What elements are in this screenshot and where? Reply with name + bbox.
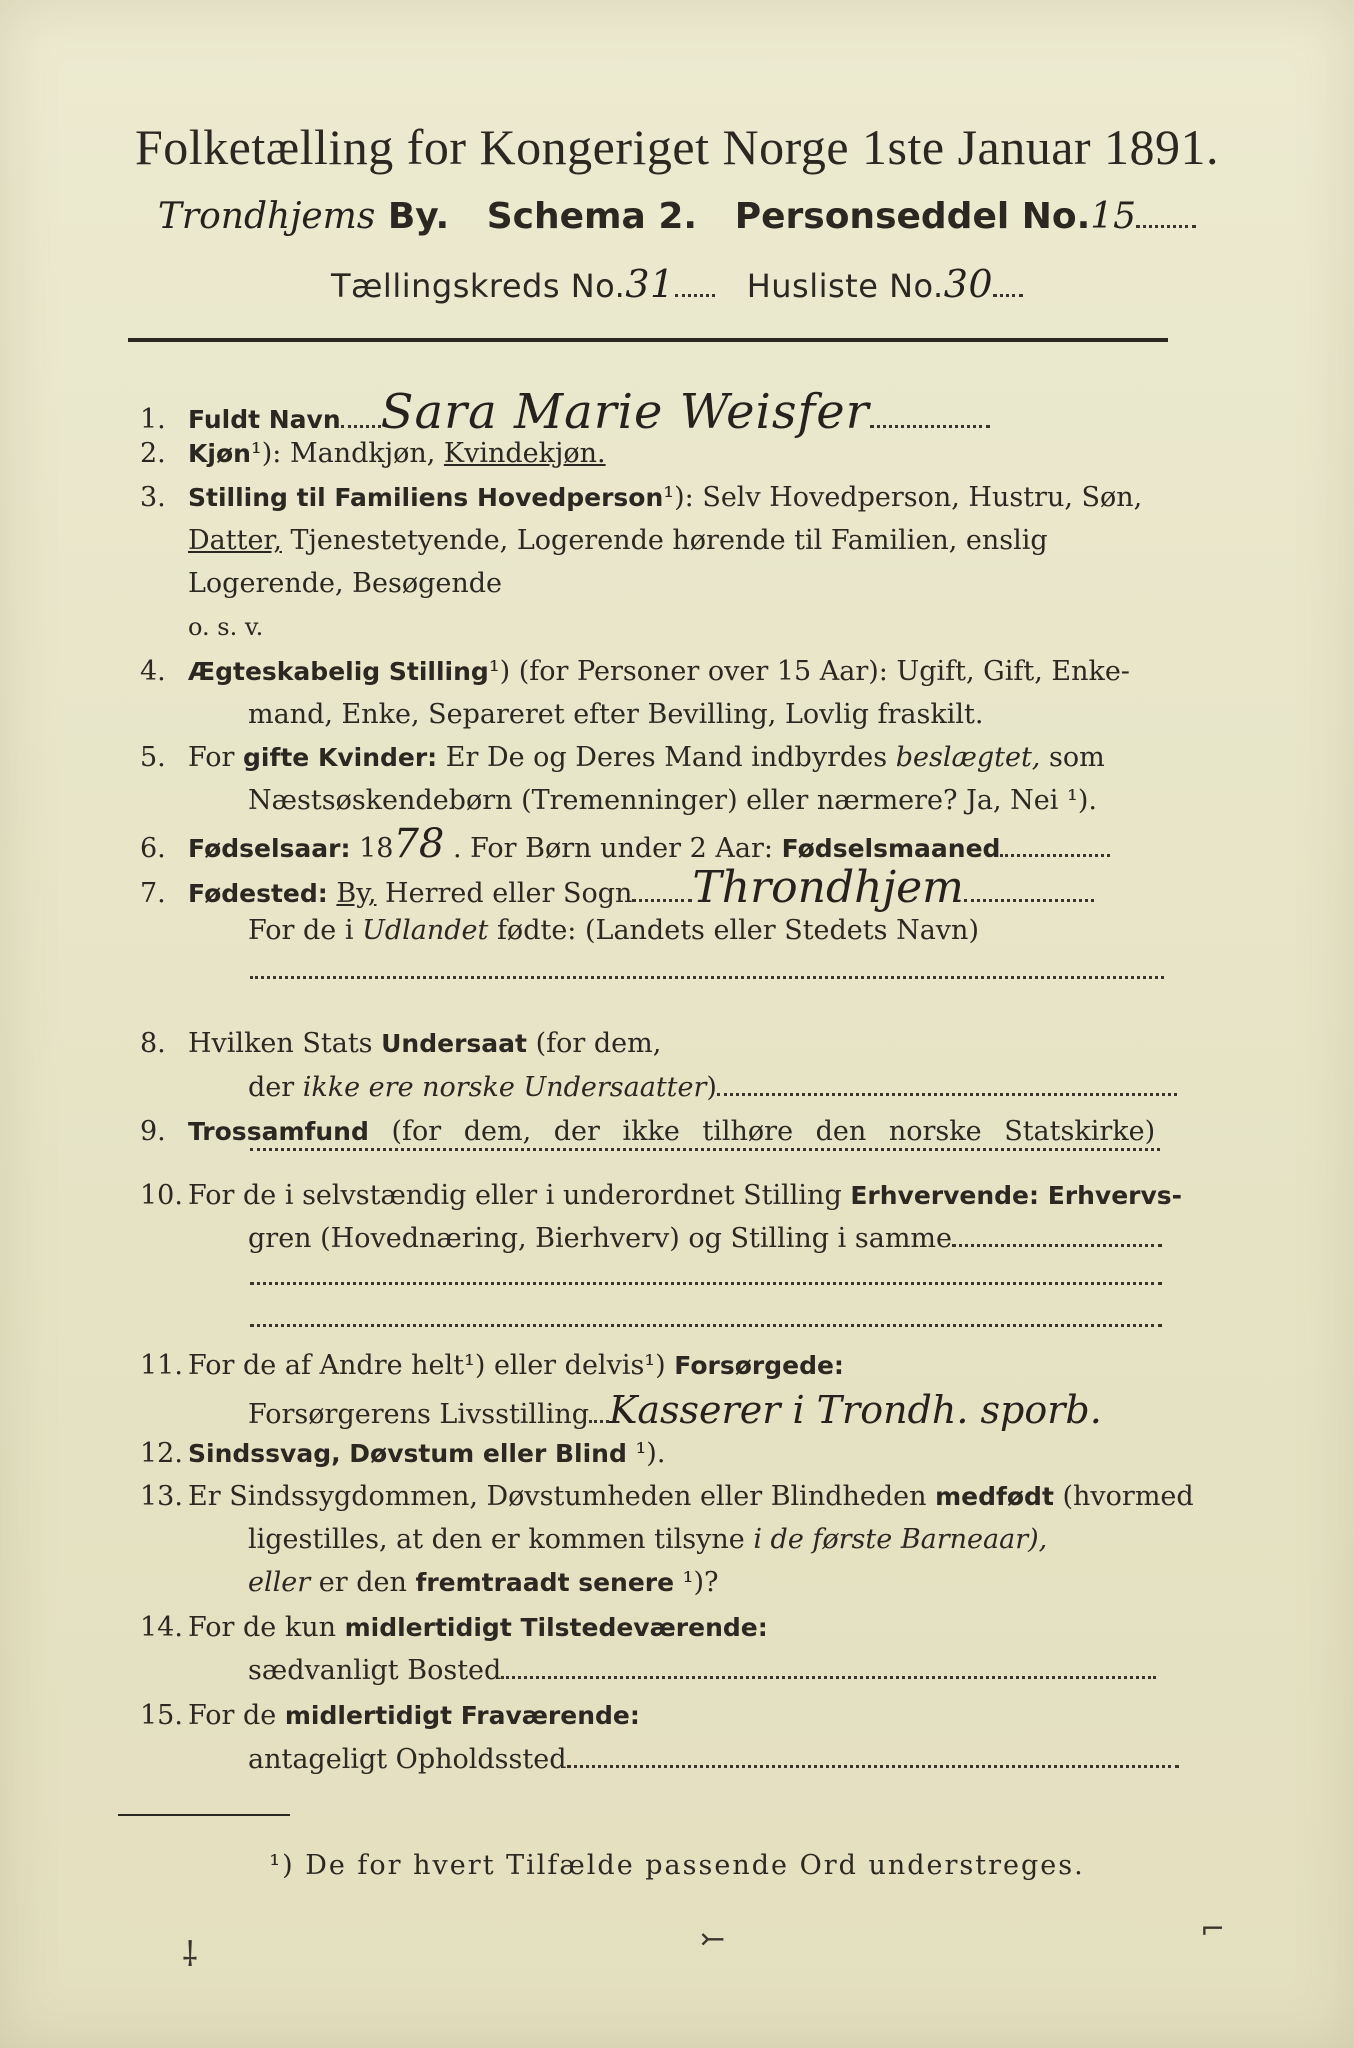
question-text: Hvilken Stats: [188, 1028, 382, 1059]
item-13-line-3: [248, 1567, 719, 1599]
item-3: [140, 482, 1142, 514]
item-1: [140, 384, 990, 440]
item-15: [140, 1700, 640, 1732]
item-number: 13.: [140, 1481, 183, 1512]
question-text: ¹)?: [674, 1567, 719, 1598]
item-10: [140, 1180, 1182, 1212]
question-text: antageligt Opholdssted: [248, 1744, 567, 1775]
item-number: 15.: [140, 1700, 183, 1731]
question-label: midlertidigt Tilstedeværende:: [344, 1613, 768, 1642]
question-label: Kjøn: [188, 439, 251, 468]
question-text: 18: [350, 833, 394, 864]
item-7-line-2: [248, 915, 979, 947]
question-text: gren (Hovednæring, Bierhverv) og Stilling i samme: [248, 1223, 953, 1254]
blank-answer-line: [250, 1280, 1162, 1285]
blank-answer-line: [250, 974, 1164, 979]
item-13-line-2: [248, 1524, 1047, 1556]
question-text-italic: i de første Barneaar),: [753, 1524, 1048, 1555]
dotted-leader: [341, 403, 381, 428]
answer-full-name: Sara Marie Weisfer: [380, 384, 870, 440]
dotted-leader: [567, 1743, 1179, 1768]
dotted-leader: [675, 272, 715, 297]
question-label: medfødt: [935, 1482, 1054, 1511]
stray-pen-mark: ⌐: [1200, 1912, 1226, 1947]
question-text: For de i selvstændig eller i underordnet Stilling: [188, 1180, 851, 1211]
item-15-line-2: [248, 1743, 1179, 1776]
selected-option: Kvindekjøn.: [443, 438, 606, 469]
item-number: 2.: [140, 438, 166, 469]
question-text: (hvormed: [1053, 1481, 1194, 1512]
question-text: (for Personer over 15 Aar): Ugift, Gift, Enke-: [510, 656, 1130, 687]
dotted-leader: [501, 1654, 1156, 1679]
blank-answer-line: [250, 1146, 1160, 1151]
dotted-leader: [632, 877, 692, 902]
item-10-line-2: [248, 1222, 1162, 1255]
question-text: Forsørgerens Livsstilling: [248, 1399, 590, 1430]
item-14: [140, 1612, 768, 1644]
footnote-ref: ¹).: [626, 1438, 666, 1469]
answer-birthplace: Throndhjem: [692, 862, 964, 913]
item-11-line-2: [248, 1388, 1102, 1432]
footnote-ref: ¹): [250, 438, 273, 469]
selected-option: Datter,: [188, 525, 282, 556]
item-number: 9.: [140, 1116, 166, 1147]
question-label: Undersaat: [381, 1029, 527, 1058]
item-5-line-2: Næstsøskendebørn (Tremenninger) eller nærmere? Ja, Nei ¹).: [248, 785, 1097, 816]
dotted-leader: [993, 272, 1023, 297]
schema-label: Schema 2.: [486, 196, 698, 237]
footnote: ¹) De for hvert Tilfælde passende Ord understreges.: [269, 1850, 1085, 1881]
question-text: . For Børn under 2 Aar:: [444, 833, 782, 864]
husliste-label: Husliste No.: [746, 267, 944, 305]
question-text: ): [706, 1072, 717, 1103]
personseddel-number: 15: [1090, 196, 1137, 237]
question-text: Er Sindssygdommen, Døvstumheden eller Blindheden: [188, 1481, 936, 1512]
item-13: [140, 1481, 1194, 1513]
question-text-italic: ikke ere norske Undersaatter: [302, 1072, 707, 1103]
item-14-line-2: [248, 1654, 1156, 1687]
question-label: Sindssvag, Døvstum eller Blind: [188, 1439, 627, 1468]
dotted-leader: [589, 1398, 609, 1423]
question-text: Tjenestetyende, Logerende hørende til Familien, enslig: [281, 525, 1048, 556]
blank-answer-line: [250, 1322, 1162, 1327]
item-number: 4.: [140, 656, 166, 687]
question-text: sædvanligt Bosted: [248, 1655, 502, 1686]
answer-birth-year: 78: [393, 821, 445, 867]
question-label: Forsørgede:: [674, 1351, 844, 1380]
dotted-leader: [964, 877, 1094, 902]
item-number: 1.: [140, 404, 166, 435]
item-5: [140, 742, 1105, 774]
footnote-ref: ¹): [488, 656, 511, 687]
item-number: 14.: [140, 1612, 183, 1643]
item-4: [140, 656, 1130, 688]
question-label: Ægteskabelig Stilling: [188, 657, 489, 686]
item-number: 10.: [140, 1180, 183, 1211]
question-text: For de i: [248, 915, 363, 946]
dotted-leader: [717, 1071, 1177, 1096]
form-title: Folketælling for Kongeriget Norge 1ste Januar 1891.: [134, 119, 1220, 175]
item-12: [140, 1438, 665, 1470]
item-6: [140, 821, 1110, 867]
footnote-ref: ¹): [663, 482, 685, 513]
item-number: 7.: [140, 878, 166, 909]
stray-pen-mark: ⸸: [182, 1935, 198, 1975]
question-label: midlertidigt Fraværende:: [284, 1701, 640, 1730]
question-text: : Mandkjøn,: [272, 438, 444, 469]
item-number: 11.: [140, 1350, 183, 1381]
question-label: Erhvervende:: [850, 1181, 1040, 1210]
question-text: For: [188, 742, 244, 773]
question-text-italic: eller: [248, 1567, 311, 1598]
question-label: Fødselsmaaned: [781, 834, 1001, 863]
question-text: er den: [310, 1567, 416, 1598]
item-8-line-2: [248, 1071, 1177, 1104]
header-divider: [128, 338, 1168, 342]
question-label: Trossamfund: [188, 1117, 369, 1146]
item-number: 6.: [140, 833, 166, 864]
question-label: Stilling til Familiens Hovedperson: [188, 483, 664, 512]
item-3-line-3: Logerende, Besøgende: [188, 568, 502, 599]
city-schema-line: [0, 196, 1354, 237]
item-9: [140, 1116, 1155, 1148]
question-label: Fødselsaar:: [188, 834, 351, 863]
kreds-number: 31: [625, 262, 675, 306]
question-text: ligestilles, at den er kommen tilsyne: [248, 1524, 754, 1555]
question-text: Herred eller Sogn: [376, 878, 633, 909]
dotted-leader: [1000, 832, 1110, 857]
question-label: Erhvervs-: [1039, 1181, 1183, 1210]
by-label: By.: [387, 196, 450, 237]
selected-option: By,: [336, 878, 377, 909]
question-text-italic: beslægtet,: [895, 742, 1041, 773]
personseddel-label: Personseddel No.: [734, 196, 1091, 237]
item-3-line-4: o. s. v.: [188, 613, 264, 641]
question-text: Er De og Deres Mand indbyrdes: [437, 742, 896, 773]
question-text-italic: Udlandet: [362, 915, 489, 946]
question-label: Fødested:: [188, 879, 328, 908]
item-3-line-2: [188, 525, 1048, 557]
question-text: For de af Andre helt¹) eller delvis¹): [188, 1350, 675, 1381]
question-text: (for dem,: [526, 1028, 662, 1059]
question-text: For de: [188, 1700, 285, 1731]
item-number: 8.: [140, 1028, 166, 1059]
question-text: som: [1040, 742, 1105, 773]
item-number: 5.: [140, 742, 166, 773]
question-text: (for dem, der ikke tilhøre den norske Statskirke): [368, 1116, 1156, 1147]
stray-pen-mark: ⤚: [700, 1922, 726, 1957]
husliste-number: 30: [943, 262, 994, 306]
item-2: [140, 438, 606, 470]
question-label: Fuldt Navn: [188, 405, 341, 434]
dotted-leader: [1136, 203, 1196, 228]
dotted-leader: [870, 403, 990, 428]
item-4-line-2: mand, Enke, Separeret efter Bevilling, Lovlig fraskilt.: [248, 699, 984, 730]
dotted-leader: [952, 1222, 1162, 1247]
item-8: [140, 1028, 661, 1060]
question-text: fødte: (Landets eller Stedets Navn): [488, 915, 979, 946]
question-text: der: [248, 1072, 303, 1103]
item-11: [140, 1350, 844, 1382]
answer-provider-occupation: Kasserer i Trondh. sporb.: [609, 1388, 1102, 1432]
item-number: 12.: [140, 1438, 183, 1469]
question-text: : Selv Hovedperson, Hustru, Søn,: [684, 482, 1143, 513]
city-handwritten: Trondhjems: [157, 196, 376, 237]
kreds-label: Tællingskreds No.: [330, 267, 626, 305]
item-number: 3.: [140, 482, 166, 513]
question-text: For de kun: [188, 1612, 345, 1643]
question-label: fremtraadt senere: [415, 1568, 675, 1597]
question-label: gifte Kvinder:: [243, 743, 438, 772]
kreds-husliste-line: [0, 262, 1354, 306]
item-7: [140, 862, 1094, 913]
footnote-divider: [118, 1814, 290, 1816]
